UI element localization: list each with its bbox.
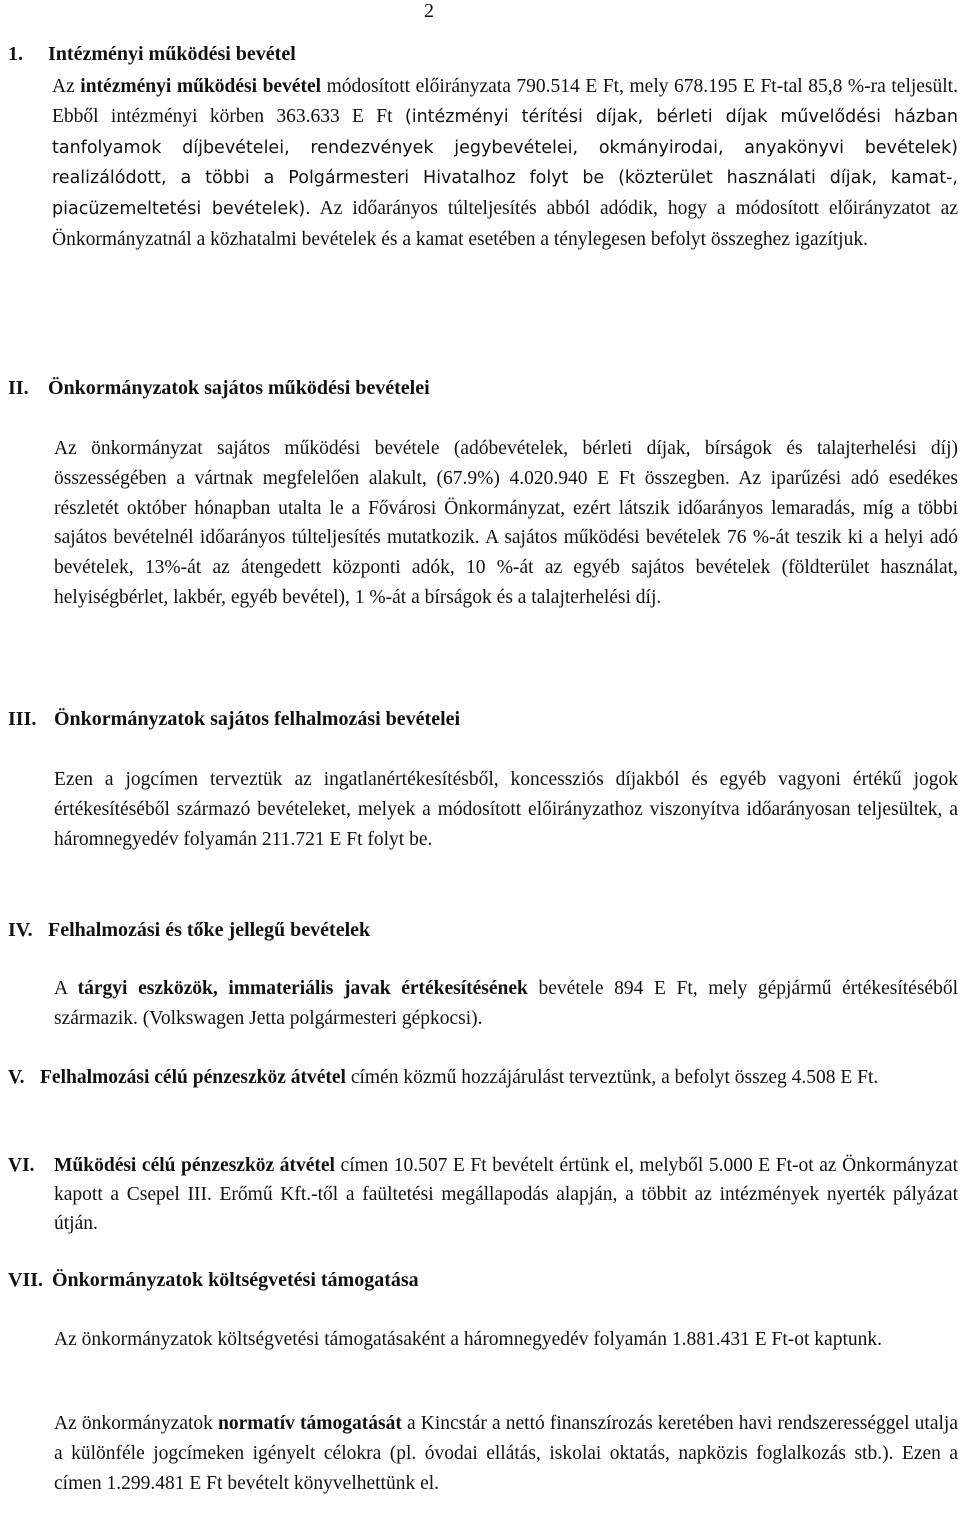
section-1-number: 1. (8, 43, 23, 65)
text-run: címen 10.507 E Ft bevételt értünk el, melyből 5.000 E Ft-ot az Önkormányzat kapott a Csepel III. Erőmű Kft.-től a faültetési megállapodás alapján, a többit az intézmények nyerték pályázat útján. (54, 1155, 959, 1234)
section-3-heading (8, 707, 460, 731)
emphasis-text: normatív támogatását (218, 1413, 402, 1434)
section-1-heading (8, 42, 296, 66)
section-2-number: II. (8, 377, 29, 399)
section-7-number: VII. (8, 1269, 44, 1291)
text-run: (intézményi térítési díjak, bérleti díjak művelődési házban tanfolyamok díjbevételei, rendezvények jegybevételei, okmányirodai, anyakönyvi bevételek) realizálódott, a többi a Polgármesteri Hivatalhoz folyt be (közterület használati díjak, kamat-, piacüzemeltetési bevételek). (52, 106, 958, 220)
text-run: módosított előirányzata 790.514 E Ft, mely 678.195 E Ft-tal 85,8 %-ra teljesült. Ebből intézményi körben 363.633 E Ft (52, 76, 958, 127)
text-run: címén közmű hozzájárulást terveztünk, a befolyt összeg 4.508 E Ft. (345, 1067, 879, 1088)
section-7-paragraph-2 (54, 1409, 958, 1498)
section-2-title: Önkormányzatok sajátos működési bevételei (48, 377, 430, 399)
section-1-title: Intézményi működési bevétel (48, 43, 296, 65)
section-6-number: VI. (8, 1155, 35, 1176)
text-run: bevétele 894 E Ft, mely gépjármű értékesítéséből származik. (Volkswagen Jetta polgármesteri gépkocsi). (54, 978, 958, 1029)
section-7-paragraph-1: Az önkormányzatok költségvetési támogatásaként a háromnegyedév folyamán 1.881.431 E Ft-ot kaptunk. (54, 1329, 882, 1350)
section-4-title: Felhalmozási és tőke jellegű bevételek (48, 919, 371, 941)
section-3-title: Önkormányzatok sajátos felhalmozási bevételei (54, 708, 461, 730)
text-run: Az időarányos túlteljesítés abból adódik, hogy a módosított előirányzatot az Önkormányzatnál a közhatalmi bevételek és a kamat esetében a ténylegesen befolyt összeghez igazítjuk. (52, 198, 958, 250)
page-number: 2 (424, 0, 434, 22)
emphasis-text: Felhalmozási célú pénzeszköz átvétel (40, 1067, 346, 1088)
section-6-paragraph (54, 1151, 958, 1238)
section-4-number: IV. (8, 919, 33, 941)
section-3-number: III. (8, 708, 37, 730)
section-4-paragraph (54, 974, 958, 1034)
emphasis-text: tárgyi eszközök, immateriális javak értékesítésének (77, 978, 528, 999)
text-run: Az (52, 76, 81, 97)
section-2-heading (8, 376, 430, 400)
emphasis-text: Működési célú pénzeszköz átvétel (54, 1155, 335, 1176)
text-run: A (54, 978, 78, 999)
section-6 (8, 1151, 958, 1241)
section-5 (8, 1063, 958, 1123)
section-7-title: Önkormányzatok költségvetési támogatása (52, 1269, 419, 1291)
section-1-paragraph (52, 72, 958, 255)
section-3-paragraph: Ezen a jogcímen terveztük az ingatlanértékesítésből, koncessziós díjakból és egyéb vagyoni értékű jogok értékesítéséből származó bevételeket, melyek a módosított előirányzathoz viszonyítva időarányosan teljesültek, a háromnegyedév folyamán 211.721 E Ft folyt be. (54, 769, 958, 850)
section-5-paragraph (40, 1063, 958, 1092)
section-5-number: V. (8, 1067, 25, 1088)
emphasis-text: intézményi működési bevétel (80, 76, 322, 97)
text-run: Az önkormányzatok (54, 1413, 219, 1434)
text-run: a Kincstár a nettó finanszírozás keretében havi rendszerességgel utalja a különféle jogcímeken igényelt célokra (pl. óvodai ellátás, iskolai oktatás, napközis foglalkozás stb.). Ezen a címen 1.299.481 E Ft bevételt könyvelhettünk el. (54, 1413, 958, 1494)
section-2-paragraph: Az önkormányzat sajátos működési bevétele (adóbevételek, bérleti díjak, bírságok és talajterhelési díj) összességében a vártnak megfelelően alakult, (67.9%) 4.020.940 E Ft összegben. Az iparűzési adó esedékes részletét október hónapban utalta le a Fővárosi Önkormányzat, ezért látszik időarányos lemaradás, míg a többi sajátos bevételnél időarányos túlteljesítés mutatkozik. A sajátos működési bevételek 76 %-át teszik ki a helyi adó bevételek, 13%-át az átengedett központi adók, 10 %-át az egyéb sajátos bevételek (földterület használat, helyiségbérlet, lakbér, egyéb bevétel), 1 %-át a bírságok és a talajterhelési díj. (54, 438, 958, 608)
section-4-heading (8, 918, 370, 942)
section-7-heading (8, 1268, 419, 1292)
